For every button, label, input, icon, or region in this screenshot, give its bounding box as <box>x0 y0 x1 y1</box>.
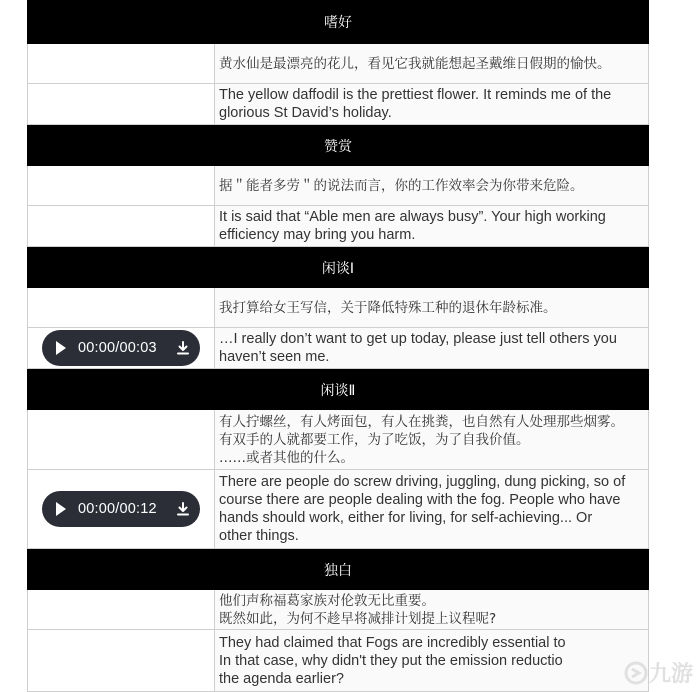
table-row <box>27 328 649 369</box>
play-icon[interactable] <box>56 502 66 516</box>
audio-cell <box>28 630 215 691</box>
audio-player[interactable] <box>42 330 200 366</box>
line-text-en: …I really don’t want to get up today, please just tell others you haven’t seen me. <box>215 328 648 368</box>
audio-cell <box>28 44 215 83</box>
line-text-zh: 据＂能者多劳＂的说法而言，你的工作效率会为你带来危险。 <box>215 166 648 205</box>
section-header: 嗜好 <box>27 0 649 44</box>
section-header: 闲谈Ⅰ <box>27 247 649 288</box>
table-row <box>27 84 649 125</box>
table-row <box>27 288 649 328</box>
audio-time: 00:00/00:12 <box>78 501 157 517</box>
line-text-zh: 有人拧螺丝，有人烤面包，有人在挑粪，也自然有人处理那些烟雾。 有双手的人就都要工作，为了吃饭，为了自我价值。 ……或者其他的什么。 <box>215 410 648 469</box>
audio-cell <box>28 206 215 246</box>
table-row <box>27 206 649 247</box>
table-row <box>27 410 649 470</box>
table-row <box>27 590 649 630</box>
audio-cell <box>28 590 215 629</box>
watermark <box>623 657 693 688</box>
audio-player[interactable] <box>42 491 200 527</box>
line-text-en: The yellow daffodil is the prettiest flower. It reminds me of the glorious St David’s holiday. <box>215 84 648 124</box>
audio-cell <box>28 84 215 124</box>
section-header: 独白 <box>27 549 649 590</box>
section-header: 闲谈Ⅱ <box>27 369 649 410</box>
download-icon[interactable] <box>176 341 190 355</box>
audio-time: 00:00/00:03 <box>78 340 157 356</box>
audio-cell <box>28 410 215 469</box>
line-text-zh: 我打算给女王写信，关于降低特殊工种的退休年龄标准。 <box>215 288 648 327</box>
line-text-en: It is said that “Able men are always busy”. Your high working efficiency may bring you harm. <box>215 206 648 246</box>
line-text-zh: 黄水仙是最漂亮的花儿，看见它我就能想起圣戴维日假期的愉快。 <box>215 44 648 83</box>
audio-cell <box>28 166 215 205</box>
table-row <box>27 470 649 549</box>
section-header: 赞赏 <box>27 125 649 166</box>
audio-cell <box>28 328 215 368</box>
play-icon[interactable] <box>56 341 66 355</box>
table-row <box>27 166 649 206</box>
download-icon[interactable] <box>176 502 190 516</box>
brand-logo-icon <box>623 660 649 686</box>
table-row <box>27 44 649 84</box>
line-text-en: They had claimed that Fogs are incredibly essential to In that case, why didn't they put the emission reductio the agenda earlier? <box>215 630 648 691</box>
audio-cell <box>28 470 215 548</box>
line-text-en: There are people do screw driving, juggling, dung picking, so of course there are people dealing with the fog. People who have hands should work, either for living, for self-achieving... Or other things. <box>215 470 648 548</box>
audio-cell <box>28 288 215 327</box>
line-text-zh: 他们声称福葛家族对伦敦无比重要。 既然如此，为何不趁早将减排计划提上议程呢? <box>215 590 648 629</box>
watermark-text: 九游 <box>648 661 693 686</box>
table-row <box>27 630 649 692</box>
